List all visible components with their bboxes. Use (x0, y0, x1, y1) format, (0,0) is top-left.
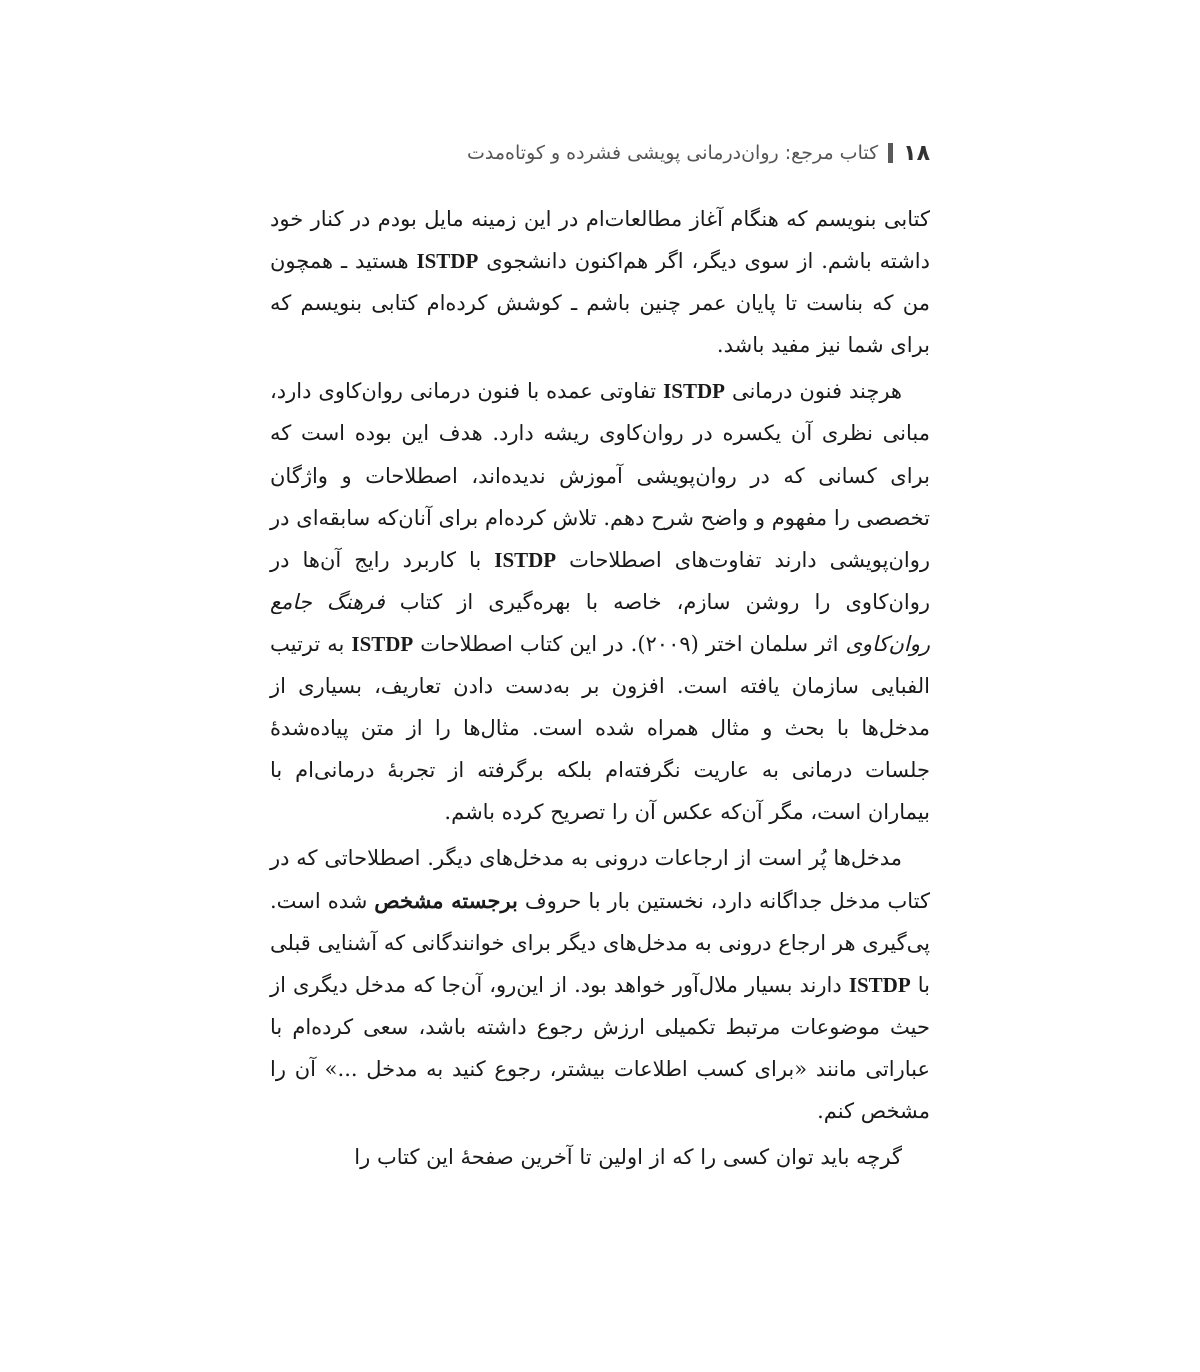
text-run: به ترتیب الفبایی سازمان یافته است. افزون بر به‌دست دادن تعاریف، بسیاری از مدخل‌ها با بحث و مثال همراه شده است. مثال‌ها را از متن پیاده‌شدهٔ جلسات درمانی به عاریت نگرفته‌ام بلکه برگرفته از تجربهٔ درمانی‌ام با بیماران است، مگر آن‌که عکس آن را تصریح کرده باشم. (270, 631, 930, 825)
bold-phrase: برجسته مشخص (374, 887, 518, 913)
paragraph-4 (270, 1136, 930, 1178)
acronym-istdp: ISTDP (848, 972, 911, 997)
body-text (270, 198, 930, 1178)
page-number: ۱۸ (903, 140, 930, 166)
header-divider-bar (888, 143, 893, 163)
text-run: تفاوتی عمده با فنون درمانی روان‌کاوی دارد، مبانی نظری آن یکسره در روان‌کاوی ریشه دارد. هدف این بوده است که برای کسانی که در روان‌پویشی آموزش ندیده‌اند، اصطلاحات و واژگان تخصصی را مفهوم و واضح شرح دهم. تلاش کرده‌ام برای آنان‌که سابقه‌ای در روان‌پویشی دارند تفاوت‌های اصطلاحات (270, 379, 930, 572)
paragraph-1 (270, 198, 930, 366)
text-run: هرچند فنون درمانی (724, 379, 902, 404)
paragraph-3 (270, 837, 930, 1132)
text-run: اثر سلمان اختر (۲۰۰۹). در این کتاب اصطلاحات (413, 631, 846, 656)
running-head-title: کتاب مرجع: روان‌درمانی پویشی فشرده و کوتاه‌مدت (467, 142, 879, 164)
text-run: شده است. پی‌گیری هر ارجاع درونی به مدخل‌های دیگر برای خوانندگانی که آشنایی قبلی با (270, 888, 930, 997)
acronym-istdp: ISTDP (663, 379, 725, 404)
running-head (270, 135, 930, 171)
acronym-istdp: ISTDP (494, 547, 557, 572)
acronym-istdp: ISTDP (351, 631, 414, 656)
book-title-italic: فرهنگ جامع روان‌کاوی (270, 589, 930, 656)
paragraph-2 (270, 370, 930, 833)
text-run: گرچه باید توان کسی را که از اولین تا آخرین صفحهٔ این کتاب را (354, 1145, 902, 1170)
text-run: هستید ـ همچون من که بناست تا پایان عمر چنین باشم ـ کوشش کرده‌ام کتابی بنویسم که برای شما نیز مفید باشد. (270, 249, 930, 358)
text-run: دارند بسیار ملال‌آور خواهد بود. از این‌رو، آن‌جا که مدخل دیگری از حیث موضوعات مرتبط تکمیلی ارزش رجوع داشته باشد، سعی کرده‌ام با عباراتی مانند «برای کسب اطلاعات بیشتر، رجوع کنید به مدخل ...» آن را مشخص کنم. (270, 972, 930, 1123)
acronym-istdp: ISTDP (416, 249, 479, 274)
text-run: کتابی بنویسم که هنگام آغاز مطالعات‌ام در این زمینه مایل بودم در کنار خود داشته باشم. از سوی دیگر، اگر هم‌اکنون دانشجوی (270, 207, 931, 274)
text-run: با کاربرد رایج آن‌ها در روان‌کاوی را روشن سازم، خاصه با بهره‌گیری از کتاب (270, 547, 931, 614)
text-run: مدخل‌ها پُر است از ارجاعات درونی به مدخل‌های دیگر. اصطلاحاتی که در کتاب مدخل جداگانه دارد، نخستین بار با حروف (270, 846, 930, 913)
